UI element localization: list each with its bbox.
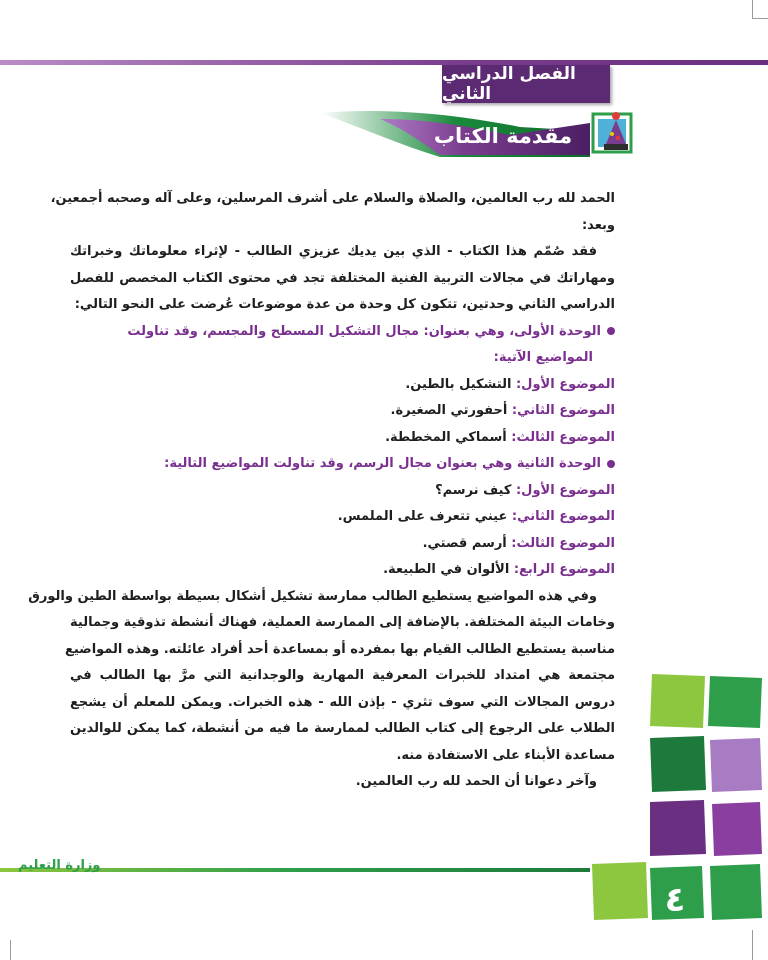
topic-text: عيني تتعرف على الملمس. xyxy=(337,509,508,524)
paragraph-line: مجتمعة هي امتداد للخبرات المعرفية المهارية والوجدانية التي مرَّ بها الطالب في xyxy=(70,668,615,683)
topic-label: الموضوع الثاني: xyxy=(511,403,615,418)
paragraph-line: مناسبة يستطيع الطالب القيام بها بمفرده أو بمساعدة أحد أفراد عائلته. وهذه المواضيع xyxy=(64,641,615,657)
page-number: ٤ xyxy=(664,880,686,920)
topic-label: الموضوع الثاني: xyxy=(511,509,615,524)
paragraph-line: مساعدة الأبناء على الاستفادة منه. xyxy=(396,747,615,763)
topic-text: التشكيل بالطين. xyxy=(405,376,512,392)
paragraph-line: دروس المجالات التي سوف تثري - بإذن الله - هذه الخبرات. ويمكن للمعلم أن يشجع xyxy=(70,694,615,710)
tile-green xyxy=(708,676,762,728)
topic-label: الموضوع الثالث: xyxy=(511,429,615,445)
ministry-logo-text: وزارة التعليم xyxy=(18,858,101,873)
topic-text: الألوان في الطبيعة. xyxy=(383,562,510,577)
tile-light-green-2 xyxy=(592,862,648,920)
topic-text: أسماكي المخططة. xyxy=(385,429,507,445)
topic-label: الموضوع الرابع: xyxy=(513,562,615,577)
paragraph-line: وخامات البيئة المختلفة. بالإضافة إلى الممارسة العملية، فهناك أنشطة تذوقية وجمالية xyxy=(70,615,615,630)
tile-green-2 xyxy=(710,864,762,920)
paragraph-line: فقد صُمّم هذا الكتاب - الذي بين يديك عزيزي الطالب - لإثراء معلوماتك وخبراتك xyxy=(70,244,597,259)
tile-light-green xyxy=(650,674,705,728)
tile-purple xyxy=(650,800,706,856)
topic-label: الموضوع الثالث: xyxy=(511,535,615,551)
paragraph-line: ومهاراتك في مجالات التربية الفنية المختلفة تجد في محتوى الكتاب المخصص للفصل xyxy=(70,270,615,286)
topic-label: الموضوع الأول: xyxy=(515,376,615,392)
topic-text: أحفورتي الصغيرة. xyxy=(390,403,508,418)
topic-text: أرسم قصتي. xyxy=(422,535,507,551)
banner-title: مقدمة الكتاب xyxy=(433,124,573,148)
topic-label: الموضوع الأول: xyxy=(515,482,615,498)
paragraph-line: الدراسي الثاني وحدتين، تتكون كل وحدة من عدة موضوعات عُرضت على النحو التالي: xyxy=(74,297,615,312)
paragraph-line: وفي هذه المواضيع يستطيع الطالب ممارسة تشكيل أشكال بسيطة بواسطة الطين والورق xyxy=(28,588,597,604)
tile-dark-green xyxy=(650,736,706,792)
tile-purple-2 xyxy=(712,802,762,856)
topic-text: كيف نرسم؟ xyxy=(435,482,512,498)
unit2-heading-text: الوحدة الثانية وهي بعنوان مجال الرسم، وقد تناولت المواضيع التالية: xyxy=(164,456,601,471)
semester-label: الفصل الدراسي الثاني xyxy=(442,64,576,104)
unit1-heading-text: الوحدة الأولى، وهي بعنوان: مجال التشكيل المسطح والمجسم، وقد تناولت xyxy=(127,323,601,339)
paragraph-line: الحمد لله رب العالمين، والصلاة والسلام على أشرف المرسلين، وعلى آله وصحبه أجمعين، xyxy=(50,191,615,206)
tile-light-purple xyxy=(710,738,762,792)
paragraph-line: وبعد: xyxy=(581,217,615,233)
paragraph-line: الطلاب على الرجوع إلى كتاب الطالب لممارسة ما فيه من أنشطة، كما يمكن للوالدين xyxy=(70,721,615,736)
unit1-heading-cont: المواضيع الآتية: xyxy=(493,350,593,365)
closing-line: وآخر دعوانا أن الحمد لله رب العالمين. xyxy=(355,774,597,789)
